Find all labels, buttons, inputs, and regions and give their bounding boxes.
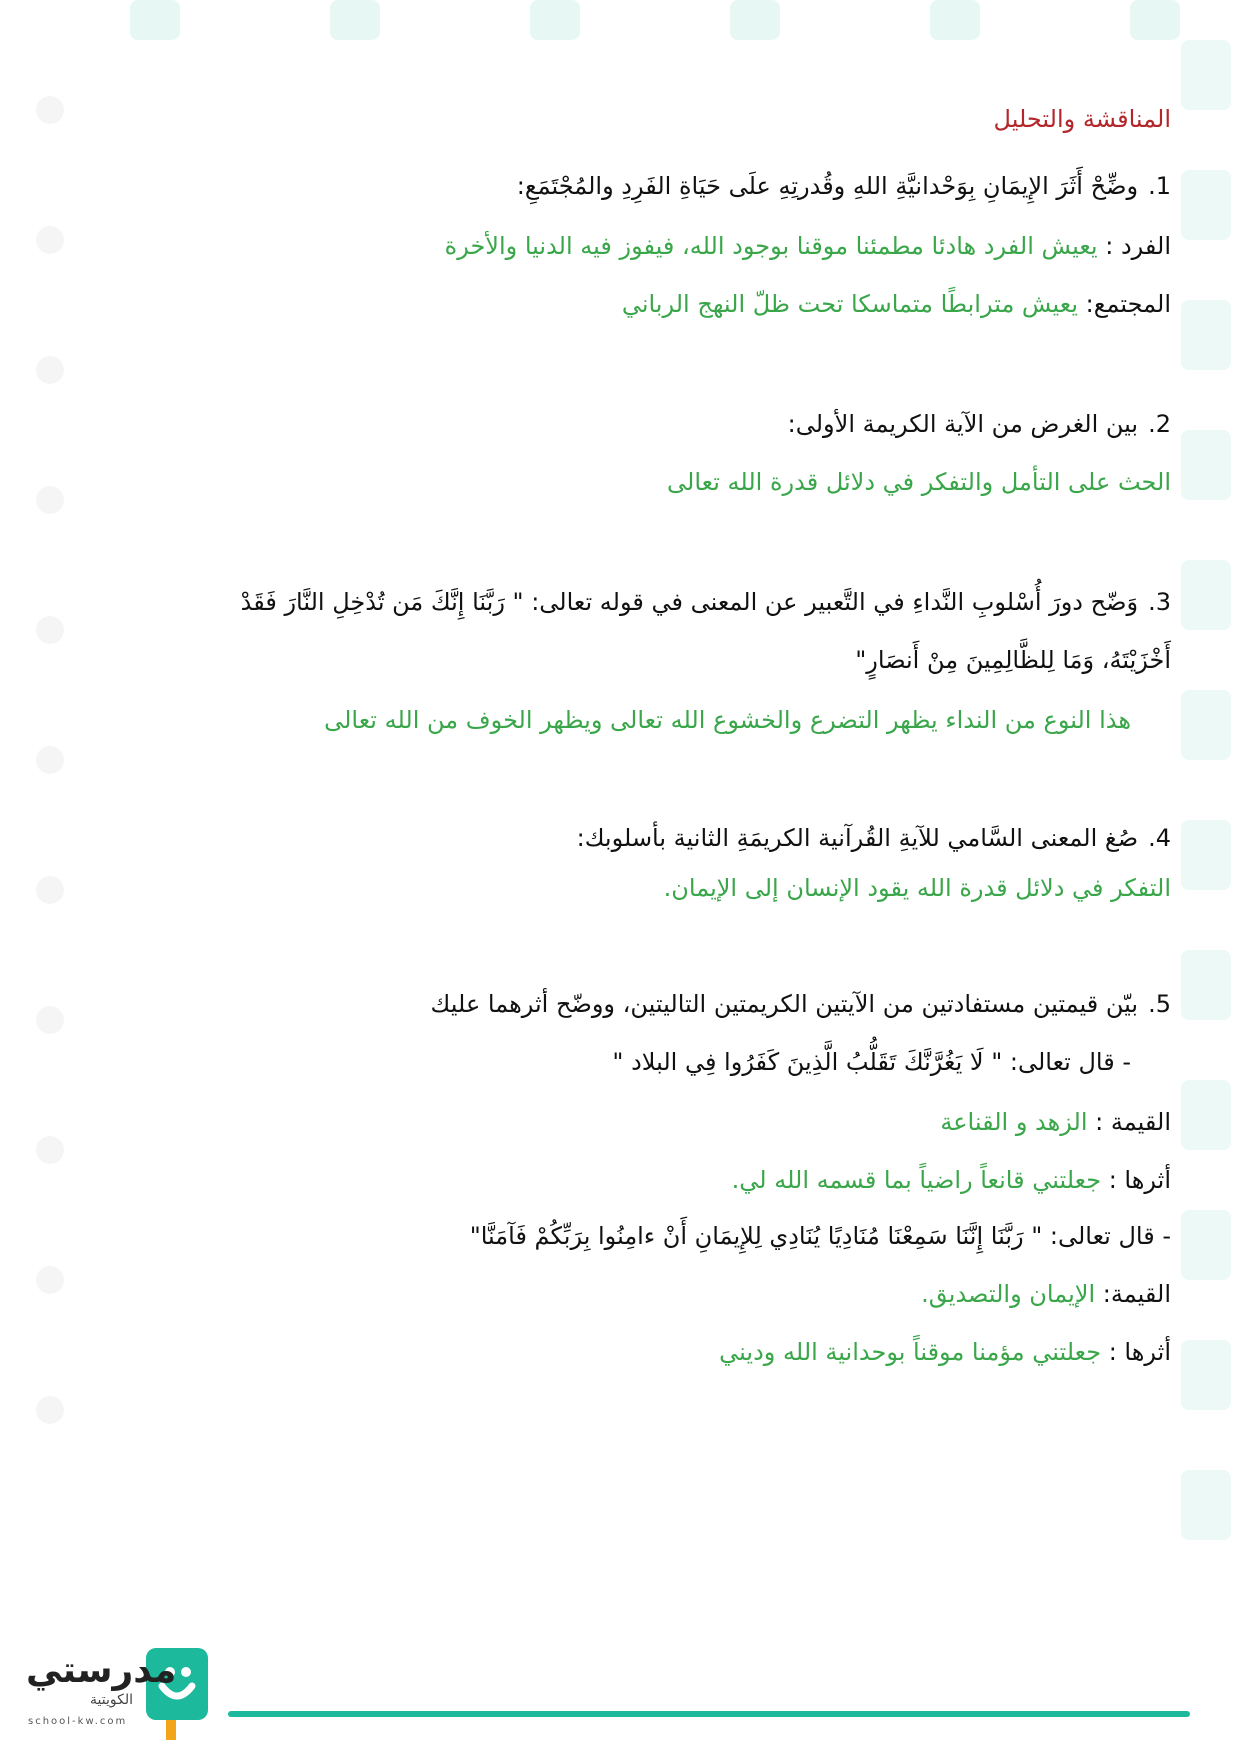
effect-row-1: [732, 1166, 1171, 1194]
effect-text: جعلتني قانعاً راضياً بما قسمه الله لي.: [731, 1166, 1102, 1194]
question-text-cont: أَخْزَيْتَهُ، وَمَا لِلظَّالِمِينَ مِنْ أَنصَارٍ": [855, 646, 1171, 674]
question-2: [788, 410, 1171, 438]
value-text: الإيمان والتصديق.: [921, 1280, 1096, 1308]
question-text: صُغ المعنى السَّامي للآيةِ القُرآنية الكريمَةِ الثانية بأسلوبك:: [576, 824, 1139, 852]
question-text: بين الغرض من الآية الكريمة الأولى:: [787, 410, 1139, 438]
watermark-top: [0, 0, 1241, 50]
question-4: [577, 824, 1171, 852]
question-number: 4.: [1148, 824, 1171, 852]
question-text: بيّن قيمتين مستفادتين من الآيتين الكريمتين التاليتين، ووضّح أثرهما عليك: [430, 990, 1139, 1018]
effect-text: جعلتني مؤمنا موقناً بوحدانية الله وديني: [719, 1338, 1102, 1366]
value-label: القيمة :: [1095, 1108, 1171, 1136]
value-row-2: [921, 1280, 1171, 1308]
answer-row: [664, 874, 1171, 902]
logo-url: school-kw.com: [28, 1716, 128, 1727]
logo-name: مدرستي: [26, 1650, 177, 1691]
answer-text: يعيش الفرد هادئا مطمئنا موقنا بوجود الله، فيفوز فيه الدنيا والأخرة: [444, 232, 1098, 260]
answer-row: [622, 290, 1171, 318]
question-5: [431, 990, 1171, 1018]
logo-subtitle: الكويتية: [90, 1692, 133, 1708]
footer-line: [228, 1711, 1190, 1717]
answer-label: المجتمع:: [1085, 290, 1171, 318]
verse-2: - قال تعالى: " رَبَّنَا إِنَّنَا سَمِعْنَا مُنَادِيًا يُنَادِي لِلإِيمَانِ أَنْ ءامِنُوا بِرَبِّكُمْ فَآمَنَّا": [469, 1222, 1171, 1250]
question-text: وضِّحْ أَثَرَ الإِيمَانِ بِوَحْدانيَّةِ اللهِ وقُدرتِهِ علَى حَيَاةِ الفَرِدِ والمُجْتَمَعِ:: [516, 172, 1139, 200]
question-number: 2.: [1148, 410, 1171, 438]
answer-text: الحث على التأمل والتفكر في دلائل قدرة الله تعالى: [667, 468, 1171, 496]
question-number: 5.: [1148, 990, 1171, 1018]
answer-text: هذا النوع من النداء يظهر التضرع والخشوع الله تعالى ويظهر الخوف من الله تعالى: [324, 706, 1131, 734]
question-number: 3.: [1148, 588, 1171, 616]
value-label: القيمة:: [1102, 1280, 1171, 1308]
answer-row: [445, 232, 1171, 260]
question-number: 1.: [1148, 172, 1171, 200]
answer-text: التفكر في دلائل قدرة الله يقود الإنسان إلى الإيمان.: [663, 874, 1171, 902]
question-3: [241, 588, 1171, 616]
answer-row: [324, 706, 1131, 734]
answer-label: الفرد :: [1105, 232, 1171, 260]
answer-row: [667, 468, 1171, 496]
effect-label: أثرها :: [1108, 1338, 1171, 1366]
effect-label: أثرها :: [1108, 1166, 1171, 1194]
question-1: [517, 172, 1171, 200]
question-3-continued: [855, 646, 1171, 674]
value-text: الزهد و القناعة: [940, 1108, 1088, 1136]
question-text: وَضّح دورَ أُسْلوبِ النَّداءِ في التَّعبير عن المعنى في قوله تعالى: " رَبَّنَا إِنَّكَ مَن تُدْخِلِ النَّارَ فَقَدْ: [240, 588, 1139, 616]
verse-1: - قال تعالى: " لَا يَغُرَّنَّكَ تَقَلُّبُ الَّذِينَ كَفَرُوا فِي البلاد ": [612, 1048, 1131, 1076]
value-row-1: [940, 1108, 1171, 1136]
watermark-right: [1171, 40, 1241, 1560]
watermark-left: [10, 90, 100, 1570]
section-title: المناقشة والتحليل: [993, 105, 1171, 133]
effect-row-2: [719, 1338, 1171, 1366]
answer-text: يعيش مترابطًا متماسكا تحت ظلّ النهج الرباني: [621, 290, 1079, 318]
